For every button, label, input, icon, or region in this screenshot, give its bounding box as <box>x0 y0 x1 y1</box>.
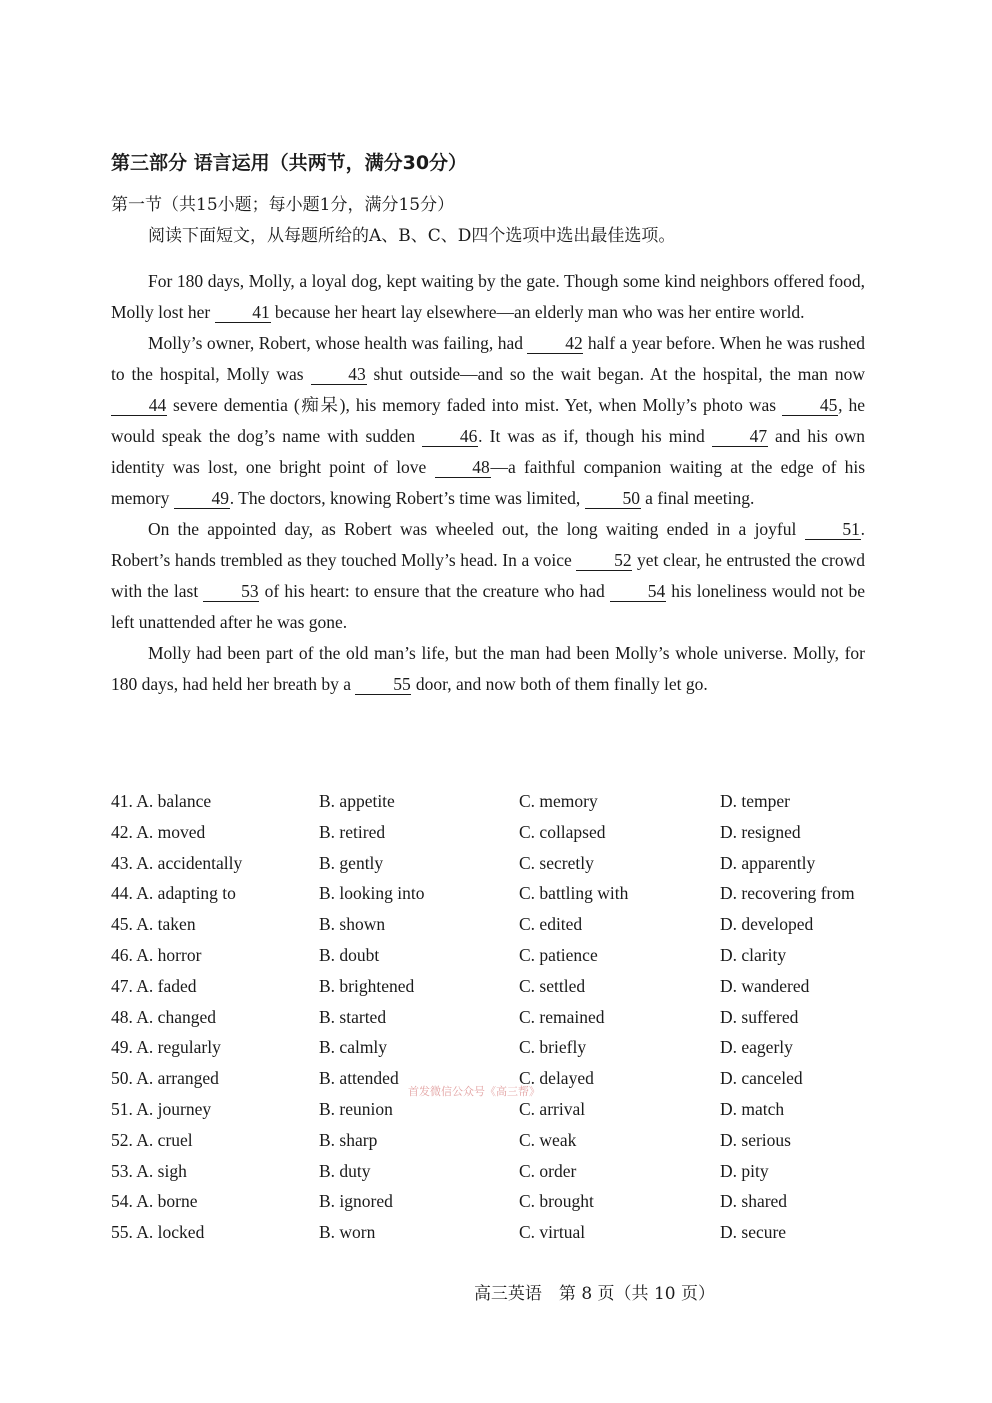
option-row <box>111 822 871 853</box>
blank-48: 48 <box>435 457 491 478</box>
blank-41: 41 <box>215 302 271 323</box>
option-c: C. remained <box>519 1006 605 1027</box>
option-row <box>111 853 871 884</box>
option-c: C. collapsed <box>519 821 606 842</box>
option-a: 41. A. balance <box>111 791 212 811</box>
blank-49: 49 <box>174 488 230 509</box>
passage-text: shut outside—and so the wait began. At the hospital, the man now <box>366 364 865 384</box>
passage-text: of his heart: to ensure that the creature who had <box>259 581 610 601</box>
passage-text: . The doctors, knowing Robert’s time was limited, <box>229 488 585 508</box>
option-b: B. gently <box>319 852 384 873</box>
option-a: 47. A. faded <box>111 975 197 996</box>
option-b: B. appetite <box>319 791 395 811</box>
passage-text: severe dementia (痴呆), his memory faded into mist. Yet, when Molly’s photo was <box>167 395 783 415</box>
option-c: C. memory <box>519 791 598 811</box>
passage-paragraph <box>111 266 865 328</box>
passage-text: his loneliness would not be left unattended after he was gone. <box>111 581 866 632</box>
passage-paragraph <box>111 328 865 514</box>
option-c: C. virtual <box>519 1222 586 1243</box>
option-a: 52. A. cruel <box>111 1129 193 1150</box>
passage-text: For 180 days, Molly, a loyal dog, kept waiting by the gate. Though some kind neighbors offered food, Molly lost her <box>111 271 865 322</box>
blank-45: 45 <box>782 395 838 416</box>
passage-text: —a faithful companion waiting at the edge of his memory <box>111 457 865 508</box>
option-row <box>111 1191 871 1222</box>
passage-text: , he would speak the dog’s name with sudden <box>111 395 865 446</box>
page-footer: 高三英语 第 8 页（共 10 页） <box>473 1284 715 1304</box>
option-b: B. duty <box>319 1160 371 1181</box>
blank-54: 54 <box>610 581 666 602</box>
option-a: 51. A. journey <box>111 1098 212 1119</box>
option-a: 43. A. accidentally <box>111 852 243 873</box>
option-d: D. match <box>720 1098 785 1119</box>
option-row <box>111 1037 871 1068</box>
option-d: D. suffered <box>720 1006 799 1027</box>
option-c: C. briefly <box>519 1037 587 1058</box>
passage-text: Molly’s owner, Robert, whose health was failing, had <box>148 333 528 353</box>
option-b: B. attended <box>319 1068 399 1089</box>
passage-text: and his own identity was lost, one bright point of love <box>111 426 866 477</box>
option-b: B. brightened <box>319 975 415 996</box>
option-a: 48. A. changed <box>111 1006 216 1027</box>
watermark: 首发微信公众号《高三帮》 <box>408 1085 540 1098</box>
blank-52: 52 <box>576 550 632 571</box>
option-c: C. settled <box>519 975 586 996</box>
option-b: B. started <box>319 1006 387 1027</box>
option-row <box>111 1161 871 1192</box>
section-title: 第三部分 语言运用（共两节，满分30分） <box>111 152 468 174</box>
option-d: D. temper <box>720 791 790 811</box>
option-d: D. pity <box>720 1160 769 1181</box>
option-d: D. eagerly <box>720 1037 793 1058</box>
option-c: C. order <box>519 1160 577 1181</box>
option-row <box>111 883 871 914</box>
option-a: 42. A. moved <box>111 821 206 842</box>
sub-section-title: 第一节（共15小题；每小题1分，满分15分） <box>111 195 455 215</box>
option-row <box>111 914 871 945</box>
option-row <box>111 1099 871 1130</box>
option-a: 44. A. adapting to <box>111 883 236 904</box>
option-d: D. developed <box>720 914 814 935</box>
option-c: C. patience <box>519 944 598 965</box>
option-c: C. weak <box>519 1129 577 1150</box>
passage-text: . It was as if, though his mind <box>478 426 712 446</box>
passage-text: door, and now both of them finally let go. <box>411 674 708 694</box>
passage-paragraph <box>111 638 865 700</box>
passage-text: . Robert’s hands trembled as they touched Molly’s head. In a voice <box>111 519 865 570</box>
option-d: D. recovering from <box>720 883 855 904</box>
blank-43: 43 <box>311 364 367 385</box>
blank-46: 46 <box>422 426 478 447</box>
passage-text: Molly had been part of the old man’s life, but the man had been Molly’s whole universe. Molly, for 180 days, had held her breath by a <box>111 643 865 694</box>
option-b: B. retired <box>319 821 386 842</box>
option-d: D. clarity <box>720 944 787 965</box>
passage-text: because her heart lay elsewhere—an elderly man who was her entire world. <box>270 302 805 322</box>
option-row <box>111 1130 871 1161</box>
option-c: C. delayed <box>519 1068 594 1089</box>
cloze-passage <box>111 266 865 700</box>
option-b: B. worn <box>319 1222 376 1243</box>
passage-text: On the appointed day, as Robert was wheeled out, the long waiting ended in a joyful <box>148 519 805 539</box>
option-b: B. looking into <box>319 883 425 904</box>
option-d: D. secure <box>720 1222 787 1243</box>
option-d: D. canceled <box>720 1068 803 1089</box>
passage-text: yet clear, he entrusted the crowd with the last <box>111 550 865 601</box>
option-a: 54. A. borne <box>111 1191 198 1212</box>
blank-50: 50 <box>585 488 641 509</box>
option-d: D. shared <box>720 1191 788 1212</box>
option-a: 46. A. horror <box>111 944 202 965</box>
option-row <box>111 945 871 976</box>
instruction-text: 阅读下面短文，从每题所给的A、B、C、D四个选项中选出最佳选项。 <box>148 226 676 246</box>
option-row <box>111 1007 871 1038</box>
passage-text: a final meeting. <box>640 488 755 508</box>
answer-options-table <box>111 791 871 1253</box>
option-a: 53. A. sigh <box>111 1160 187 1181</box>
option-row <box>111 976 871 1007</box>
option-a: 55. A. locked <box>111 1222 205 1243</box>
option-b: B. reunion <box>319 1098 393 1119</box>
option-c: C. edited <box>519 914 583 935</box>
option-c: C. arrival <box>519 1098 586 1119</box>
option-c: C. battling with <box>519 883 629 904</box>
option-d: D. serious <box>720 1129 791 1150</box>
blank-44: 44 <box>111 395 167 416</box>
option-b: B. doubt <box>319 944 380 965</box>
option-row <box>111 791 871 822</box>
blank-42: 42 <box>527 333 583 354</box>
option-a: 49. A. regularly <box>111 1037 221 1058</box>
option-d: D. wandered <box>720 975 810 996</box>
option-a: 45. A. taken <box>111 914 196 935</box>
option-d: D. resigned <box>720 821 801 842</box>
option-b: B. shown <box>319 914 386 935</box>
option-d: D. apparently <box>720 852 816 873</box>
option-b: B. sharp <box>319 1129 378 1150</box>
option-row <box>111 1222 871 1253</box>
option-b: B. ignored <box>319 1191 393 1212</box>
option-b: B. calmly <box>319 1037 388 1058</box>
option-a: 50. A. arranged <box>111 1068 219 1089</box>
option-c: C. brought <box>519 1191 594 1212</box>
option-c: C. secretly <box>519 852 594 873</box>
blank-55: 55 <box>355 674 411 695</box>
passage-text: half a year before. When he was rushed to the hospital, Molly was <box>111 333 865 384</box>
blank-47: 47 <box>712 426 768 447</box>
blank-51: 51 <box>805 519 861 540</box>
blank-53: 53 <box>203 581 259 602</box>
passage-paragraph <box>111 514 865 638</box>
